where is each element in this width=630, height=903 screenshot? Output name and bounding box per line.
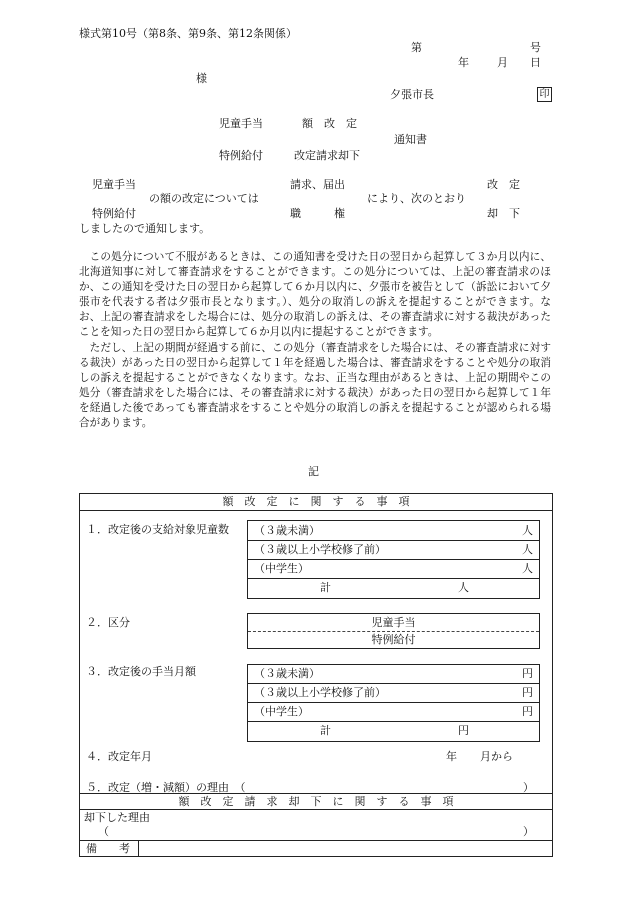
title-option-special-benefit: 特例給付 [219,149,263,162]
addressee-honorific: 様 [196,72,207,85]
item1-label: １．改定後の支給対象児童数 [86,523,229,536]
divider [80,809,552,810]
item2-option-child-allowance: 児童手当 [371,616,416,629]
date-month: 月 [497,56,508,69]
item1-row-middle-school: （中学生） [254,562,309,575]
remarks-label: 備 考 [86,842,130,855]
intro-option-request: 請求、届出 [290,178,345,191]
document-number-suffix: 号 [530,41,541,54]
item2-category-box [247,613,540,649]
appeal-paragraph-1: この処分について不服があるときは、この通知書を受けた日の翌日から起算して３か月以内に、北海道知事に対して審査請求をすることができます。この処分については、上記の審査請求のほか、この通知を受けた日の翌日から起算して６か月以内に、夕張市を被告として（訴訟において夕張市を代表する者は夕張市長となります。）、処分の取消しの訴えを提起することができます。なお、上記の審査請求をした場合には、処分の取消しの訴えは、その審査請求に対する裁決があったことを知った日の翌日から起算して６か月以内に提起することができます。 [79,251,551,339]
rejection-reason-label: 却下した理由 [84,811,150,824]
divider [80,510,552,511]
item1-row-middle-school-unit: 人 [522,562,533,575]
details-table [79,493,553,857]
item3-row-under3: （３歳未満） [254,667,320,680]
seal-stamp: 印 [537,87,552,102]
rejection-reason-open-paren: （ [98,825,109,838]
divider [248,540,539,541]
item5-close-paren: ） [523,781,534,794]
document-number-prefix: 第 [411,41,422,54]
divider [80,840,552,841]
item3-monthly-amount-box [247,664,540,742]
section-rejection-heading: 額 改 定 請 求 却 下 に 関 す る 事 項 [178,795,454,808]
item3-total-unit: 円 [458,724,469,737]
item2-label: ２．区分 [86,616,130,629]
rejection-reason-close-paren: ） [523,825,534,838]
divider [248,683,539,684]
title-option-revision: 額 改 定 [302,117,357,130]
item4-year: 年 [446,750,457,763]
item5-label: ５．改定（増・減額）の理由 （ [86,781,246,794]
appeal-paragraph-2: ただし、上記の期間が経過する前に、この処分（審査請求をした場合には、その審査請求に対する裁決）があった日の翌日から起算して１年を経過した場合は、審査請求をすることや処分の取消しの訴えを提起することができなくなります。なお、正当な理由があるときは、上記の期間やこの処分（審査請求をした場合には、その審査請求に対する裁決）があった日の翌日から起算して１年を経過した後であっても審査請求をすることや処分の取消しの訴えを提起することが認められる場合があります。 [79,341,551,430]
item4-label: ４．改定年月 [86,750,152,763]
item3-label: ３．改定後の手当月額 [86,665,196,678]
intro-option-ex-officio: 職 権 [290,207,345,220]
item1-row-under3: （３歳未満） [254,524,320,537]
title-option-rejection: 改定請求却下 [294,149,360,162]
intro-text-revision: の額の改定については [149,192,259,205]
title-option-child-allowance: 児童手当 [219,117,263,130]
item1-row-elementary: （３歳以上小学校修了前） [254,543,386,556]
intro-text-notify: しましたので通知します。 [79,222,211,235]
intro-option-revise: 改 定 [487,178,520,191]
divider [248,559,539,560]
item1-child-count-box [247,520,540,599]
item3-row-elementary-unit: 円 [522,686,533,699]
divider [248,578,539,579]
item1-total-unit: 人 [458,581,469,594]
intro-text-following: により、次のとおり [367,192,466,205]
date-year: 年 [458,56,469,69]
item4-month-from: 月から [480,750,513,763]
item2-option-special-benefit: 特例給付 [371,633,416,646]
item3-total-label: 計 [320,724,331,737]
title-notice: 通知書 [394,133,427,146]
appeal-notice [79,250,551,431]
item3-row-under3-unit: 円 [522,667,533,680]
section-revision-heading: 額 改 定 に 関 す る 事 項 [222,495,410,508]
remarks-divider [138,840,139,856]
item3-row-middle-school-unit: 円 [522,705,533,718]
divider [248,721,539,722]
divider [248,631,539,632]
ki-heading: 記 [308,465,319,478]
intro-option-special-benefit: 特例給付 [92,207,136,220]
divider [80,793,552,794]
form-number: 様式第10号（第8条、第9条、第12条関係） [79,27,297,40]
intro-option-child-allowance: 児童手当 [92,178,136,191]
item1-total-label: 計 [320,581,331,594]
issuer-name: 夕張市長 [390,88,434,101]
item3-row-middle-school: （中学生） [254,705,309,718]
item1-row-elementary-unit: 人 [522,543,533,556]
divider [248,702,539,703]
item3-row-elementary: （３歳以上小学校修了前） [254,686,386,699]
item1-row-under3-unit: 人 [522,524,533,537]
intro-option-reject: 却 下 [487,207,520,220]
date-day: 日 [530,56,541,69]
